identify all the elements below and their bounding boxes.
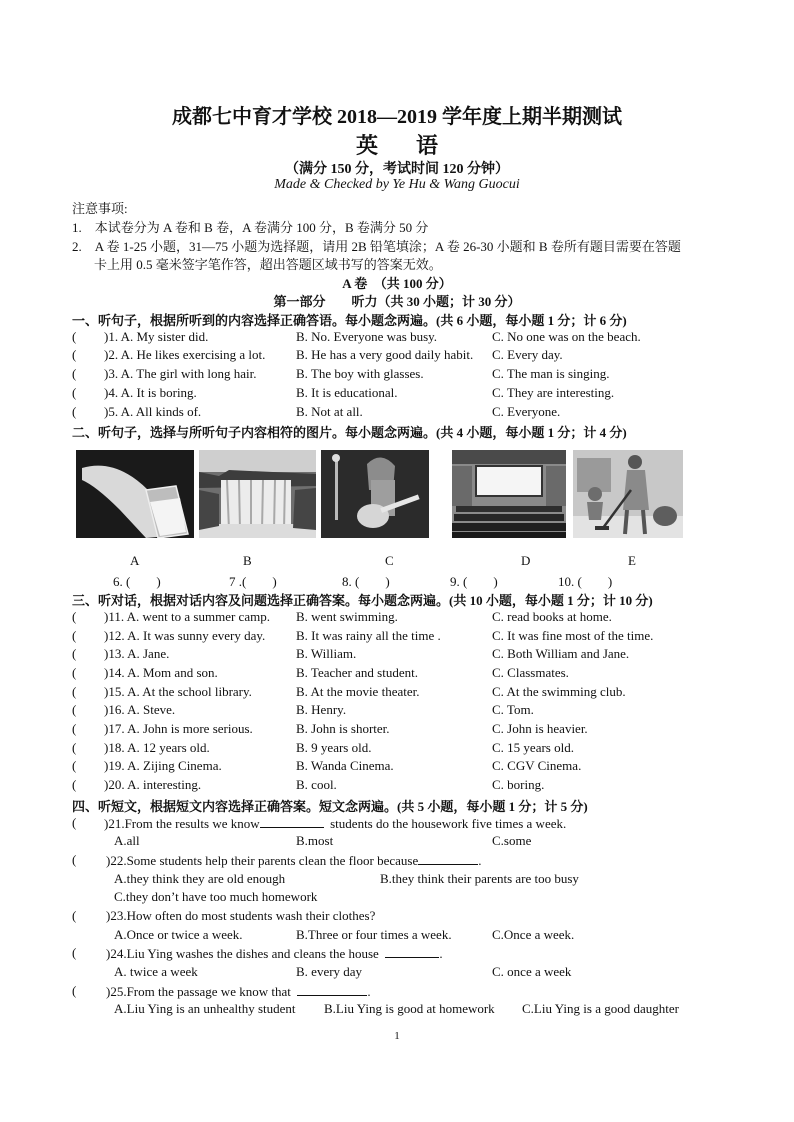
q16-option-c: C. Tom.: [492, 702, 534, 717]
q3-option-c: C. The man is singing.: [492, 366, 610, 381]
picture-c-singer-guitar: [321, 450, 429, 538]
exam-title: 成都七中育才学校 2018—2019 学年度上期半期测试: [172, 106, 622, 128]
answer-paren[interactable]: (: [72, 815, 77, 830]
q3-option-b: B. The boy with glasses.: [296, 366, 424, 381]
picture-e-vacuum-cleaning: [573, 450, 683, 538]
answer-paren[interactable]: (: [72, 721, 77, 736]
q1-option-c: C. No one was on the beach.: [492, 329, 641, 344]
q23-option-c: C.Once a week.: [492, 927, 575, 942]
q15-option-b: B. At the movie theater.: [296, 684, 420, 699]
q24-option-c: C. once a week: [492, 964, 572, 979]
answer-paren[interactable]: (: [72, 852, 77, 867]
q2-option-a: )2. A. He likes exercising a lot.: [104, 347, 266, 362]
q13-option-c: C. Both William and Jane.: [492, 646, 630, 661]
answer-paren[interactable]: (: [72, 385, 77, 400]
q2-option-c: C. Every day.: [492, 347, 563, 362]
q22-period: .: [478, 853, 482, 868]
q11-option-b: B. went swimming.: [296, 609, 398, 624]
q23-option-a: A.Once or twice a week.: [114, 927, 243, 942]
q25-stem: [106, 983, 371, 1000]
q25-stem-text: )25.From the passage we know that: [106, 984, 291, 999]
note-2b: 卡上用 0.5 毫米签字笔作答，超出答题区域书写的答案无效。: [94, 257, 442, 272]
answer-paren[interactable]: (: [72, 646, 77, 661]
section-4-heading: 四、听短文，根据短文内容选择正确答案。短文念两遍。(共 5 小题，每小题 1 分；计 5 分): [72, 799, 588, 814]
score-note: （满分 150 分，考试时间 120 分钟）: [285, 162, 509, 177]
q18-option-c: C. 15 years old.: [492, 740, 574, 755]
answer-q6[interactable]: 6. ( ): [113, 574, 161, 589]
notes-heading: 注意事项:: [72, 201, 128, 216]
q24-stem-text: )24.Liu Ying washes the dishes and cleans the house: [106, 946, 379, 961]
q24-option-a: A. twice a week: [114, 964, 198, 979]
q25-option-c: C.Liu Ying is a good daughter: [522, 1001, 679, 1016]
q21-option-b: B.most: [296, 833, 334, 848]
q12-option-c: C. It was fine most of the time.: [492, 628, 654, 643]
picture-label-c: C: [385, 553, 394, 568]
q21-option-a: A.all: [114, 833, 140, 848]
q25-period: .: [367, 984, 371, 999]
q5-option-b: B. Not at all.: [296, 404, 363, 419]
picture-label-a: A: [130, 553, 140, 568]
picture-b-waterfall: [199, 450, 316, 538]
q23-stem: )23.How often do most students wash their clothes?: [106, 908, 376, 923]
q1-option-a: )1. A. My sister did.: [104, 329, 209, 344]
q15-option-c: C. At the swimming club.: [492, 684, 626, 699]
q24-option-b: B. every day: [296, 964, 363, 979]
q20-option-a: )20. A. interesting.: [104, 777, 202, 792]
q20-option-b: B. cool.: [296, 777, 337, 792]
part-a-heading: A 卷 （共 100 分）: [342, 276, 452, 291]
q24-stem: [106, 945, 443, 962]
picture-label-e: E: [628, 553, 636, 568]
q20-option-c: C. boring.: [492, 777, 545, 792]
section-2-heading: 二、听句子，选择与所听句子内容相符的图片。每小题念两遍。(共 4 小题，每小题 1 分；计 4 分): [72, 425, 627, 440]
page-number: 1: [394, 1030, 400, 1042]
q14-option-b: B. Teacher and student.: [296, 665, 418, 680]
picture-label-b: B: [243, 553, 252, 568]
q14-option-a: )14. A. Mom and son.: [104, 665, 218, 680]
q4-option-b: B. It is educational.: [296, 385, 398, 400]
q16-option-b: B. Henry.: [296, 702, 347, 717]
q19-option-a: )19. A. Zijing Cinema.: [104, 758, 222, 773]
q21-option-c: C.some: [492, 833, 532, 848]
part1-heading: 第一部分 听力（共 30 小题；计 30 分）: [273, 294, 521, 309]
q23-option-b: B.Three or four times a week.: [296, 927, 452, 942]
q12-option-a: )12. A. It was sunny every day.: [104, 628, 266, 643]
note-2a: 2. A 卷 1-25 小题，31—75 小题为选择题，请用 2B 铅笔填涂；A 卷 26-30 小题和 B 卷所有题目需要在答题: [72, 239, 681, 254]
q25-option-b: B.Liu Ying is good at homework: [324, 1001, 495, 1016]
q14-option-c: C. Classmates.: [492, 665, 569, 680]
q21-stem-a: )21.From the results we know: [104, 816, 260, 831]
answer-q7[interactable]: 7 .( ): [229, 574, 277, 589]
q16-option-a: )16. A. Steve.: [104, 702, 176, 717]
answer-paren[interactable]: (: [72, 404, 77, 419]
picture-d-cinema-hall: [452, 450, 566, 538]
q25-option-a: A.Liu Ying is an unhealthy student: [114, 1001, 296, 1016]
note-1: 1. 本试卷分为 A 卷和 B 卷，A 卷满分 100 分，B 卷满分 50 分: [72, 220, 429, 235]
q4-option-a: )4. A. It is boring.: [104, 385, 197, 400]
q19-option-c: C. CGV Cinema.: [492, 758, 582, 773]
q13-option-b: B. William.: [296, 646, 357, 661]
q17-option-b: B. John is shorter.: [296, 721, 390, 736]
q15-option-a: )15. A. At the school library.: [104, 684, 252, 699]
answer-paren[interactable]: (: [72, 702, 77, 717]
section-1-heading: 一、听句子，根据所听到的内容选择正确答语。每小题念两遍。(共 6 小题，每小题 1 分；计 6 分): [72, 313, 627, 328]
answer-paren[interactable]: (: [72, 908, 77, 923]
author-line: Made & Checked by Ye Hu & Wang Guocui: [274, 177, 520, 192]
answer-paren[interactable]: (: [72, 758, 77, 773]
q4-option-c: C. They are interesting.: [492, 385, 615, 400]
q11-option-c: C. read books at home.: [492, 609, 612, 624]
q3-option-a: )3. A. The girl with long hair.: [104, 366, 257, 381]
picture-a-milk-pour: [76, 450, 194, 538]
q21-stem-b: students do the housework five times a week.: [330, 816, 567, 831]
q17-option-c: C. John is heavier.: [492, 721, 588, 736]
q21-stem: [104, 815, 566, 832]
answer-q9[interactable]: 9. ( ): [450, 574, 498, 589]
q22-option-b: B.they think their parents are too busy: [380, 871, 579, 886]
q22-blank[interactable]: [418, 852, 478, 865]
q22-stem: [106, 852, 482, 869]
q12-option-b: B. It was rainy all the time .: [296, 628, 441, 643]
subject-title: 英语: [355, 133, 476, 158]
q11-option-a: )11. A. went to a summer camp.: [104, 609, 270, 624]
q22-option-a: A.they think they are old enough: [114, 871, 286, 886]
answer-paren[interactable]: (: [72, 983, 77, 998]
answer-paren[interactable]: (: [72, 366, 77, 381]
q19-option-b: B. Wanda Cinema.: [296, 758, 394, 773]
q18-option-a: )18. A. 12 years old.: [104, 740, 210, 755]
answer-paren[interactable]: (: [72, 609, 77, 624]
answer-paren[interactable]: (: [72, 777, 77, 792]
picture-label-d: D: [521, 553, 531, 568]
q5-option-c: C. Everyone.: [492, 404, 561, 419]
answer-paren[interactable]: (: [72, 347, 77, 362]
q24-blank[interactable]: [385, 945, 439, 958]
q17-option-a: )17. A. John is more serious.: [104, 721, 253, 736]
q25-blank[interactable]: [297, 983, 367, 996]
q1-option-b: B. No. Everyone was busy.: [296, 329, 438, 344]
answer-paren[interactable]: (: [72, 740, 77, 755]
q22-option-c: C.they don’t have too much homework: [114, 889, 318, 904]
q24-period: .: [439, 946, 443, 961]
answer-paren[interactable]: (: [72, 665, 77, 680]
q2-option-b: B. He has a very good daily habit.: [296, 347, 474, 362]
answer-q8[interactable]: 8. ( ): [342, 574, 390, 589]
section-3-heading: 三、听对话，根据对话内容及问题选择正确答案。每小题念两遍。(共 10 小题，每小题 1 分；计 10 分): [72, 593, 653, 608]
answer-paren[interactable]: (: [72, 329, 77, 344]
q22-stem-text: )22.Some students help their parents clean the floor because: [106, 853, 419, 868]
answer-paren[interactable]: (: [72, 945, 77, 960]
answer-q10[interactable]: 10. ( ): [558, 574, 613, 589]
answer-paren[interactable]: (: [72, 684, 77, 699]
answer-paren[interactable]: (: [72, 628, 77, 643]
q13-option-a: )13. A. Jane.: [104, 646, 170, 661]
q18-option-b: B. 9 years old.: [296, 740, 372, 755]
q21-blank[interactable]: [260, 815, 324, 828]
q5-option-a: )5. A. All kinds of.: [104, 404, 202, 419]
